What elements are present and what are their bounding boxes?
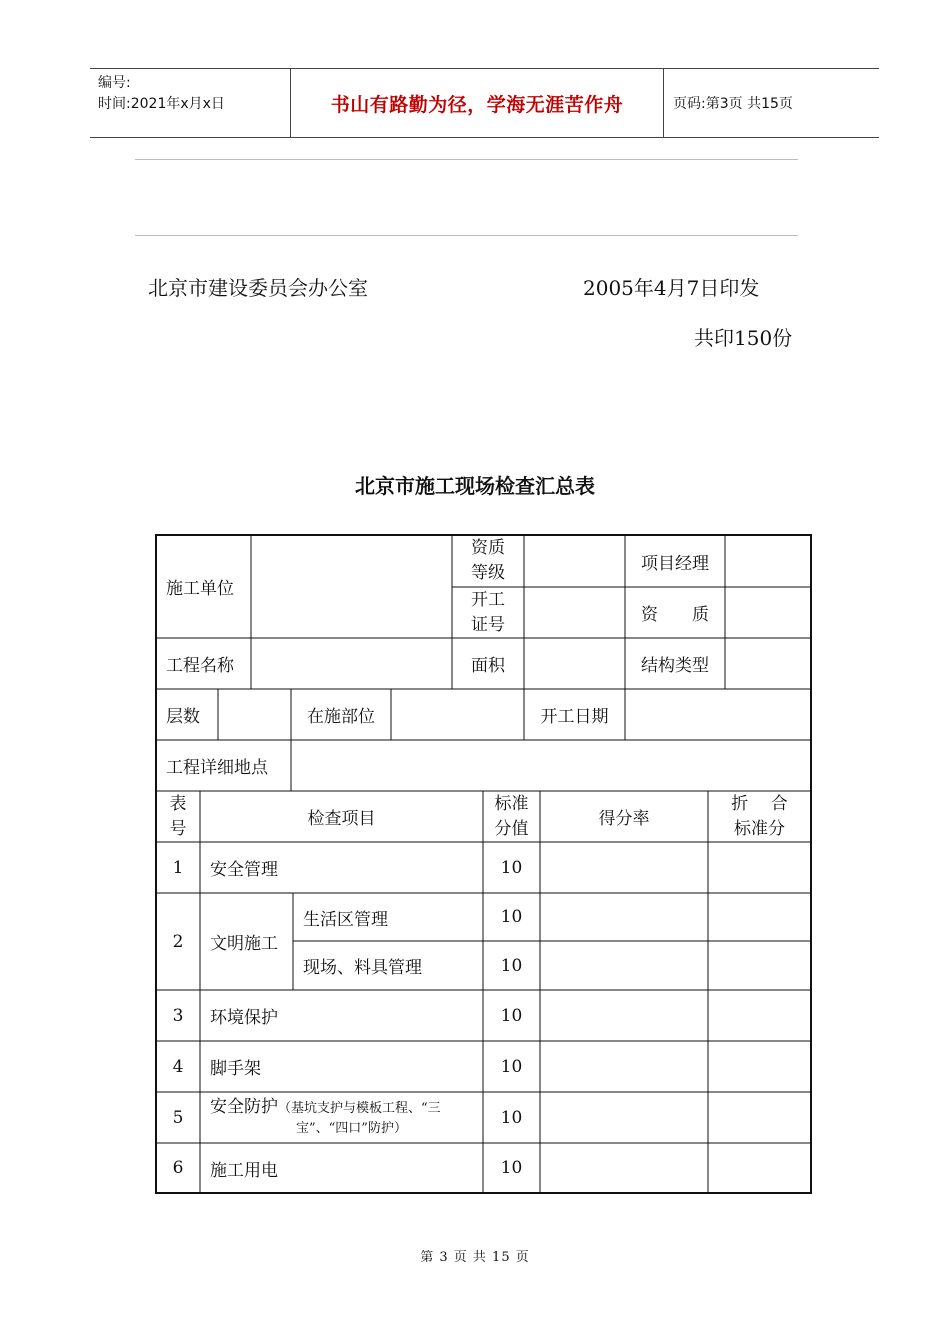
row-score: 10 [500, 857, 523, 878]
label-project-name: 工程名称 [166, 656, 234, 676]
row-no: 3 [172, 1005, 184, 1026]
time-label: 时间:2021年x月x日 [98, 96, 225, 112]
col-table-no-line1: 表 [169, 793, 187, 814]
form-title: 北京市施工现场检查汇总表 [355, 474, 595, 498]
label-start-permit [452, 587, 524, 638]
label-detailed-address: 工程详细地点 [166, 758, 268, 778]
row-no: 1 [172, 857, 184, 878]
number-label: 编号: [98, 75, 131, 91]
label-structure-type: 结构类型 [641, 656, 709, 676]
label-area: 面积 [471, 656, 505, 676]
header-motto: 书山有路勤为径，学海无涯苦作舟 [330, 93, 624, 116]
issued-date: 2005年4月7日印发 [583, 276, 760, 300]
col-table-no-line2: 号 [169, 818, 187, 839]
row-score: 10 [500, 1056, 523, 1077]
row-score: 10 [500, 1107, 523, 1128]
col-std-score-line2: 分值 [494, 818, 529, 839]
col-std-score [483, 791, 540, 842]
label-current-position: 在施部位 [307, 707, 375, 727]
row-no: 5 [172, 1107, 184, 1128]
row-no: 6 [172, 1158, 184, 1178]
label-start-date: 开工日期 [540, 707, 609, 727]
row-item-with-note [200, 1092, 483, 1143]
row-item: 施工用电 [210, 1160, 278, 1181]
row-no: 4 [172, 1056, 184, 1077]
label-qualification: 资 质 [641, 605, 709, 625]
row-subitem: 生活区管理 [303, 909, 388, 930]
row-score: 10 [500, 1158, 523, 1178]
row-note: 宝”、“四口”防护） [296, 1120, 407, 1136]
col-std-score-line1: 标准 [494, 793, 529, 814]
col-converted [708, 791, 811, 842]
col-converted-line1: 折 合 [731, 793, 788, 814]
row-item: 环境保护 [210, 1008, 278, 1028]
row-item: 安全管理 [210, 860, 278, 880]
header-page-label: 页码:第3页 共15页 [673, 96, 793, 112]
col-score-rate: 得分率 [598, 809, 650, 829]
label-floors: 层数 [166, 707, 200, 727]
row-score: 10 [500, 1005, 523, 1026]
row-subitem: 现场、料具管理 [303, 958, 422, 978]
row-score: 10 [500, 907, 523, 927]
row-item: 安全防护 [210, 1096, 278, 1117]
label-start-permit-line2: 证号 [471, 614, 505, 635]
row-item: 脚手架 [210, 1059, 261, 1079]
row-no: 2 [172, 931, 184, 952]
row-note: （基坑支护与模板工程、“三 [278, 1100, 441, 1116]
label-qualification-grade-line2: 等级 [471, 563, 505, 583]
col-converted-line2: 标准分 [734, 818, 785, 839]
label-construction-unit: 施工单位 [166, 579, 234, 599]
copies-count: 共印150份 [694, 326, 793, 350]
label-project-manager: 项目经理 [641, 553, 709, 574]
label-start-permit-line1: 开工 [471, 589, 505, 610]
col-check-item: 检查项目 [307, 809, 376, 829]
row-item: 文明施工 [210, 934, 278, 954]
label-qualification-grade [452, 535, 524, 587]
issuer: 北京市建设委员会办公室 [148, 276, 368, 300]
page-footer: 第 3 页 共 15 页 [420, 1250, 530, 1265]
label-qualification-grade-line1: 资质 [471, 538, 505, 558]
row-score: 10 [500, 955, 523, 976]
col-table-no [156, 791, 200, 842]
